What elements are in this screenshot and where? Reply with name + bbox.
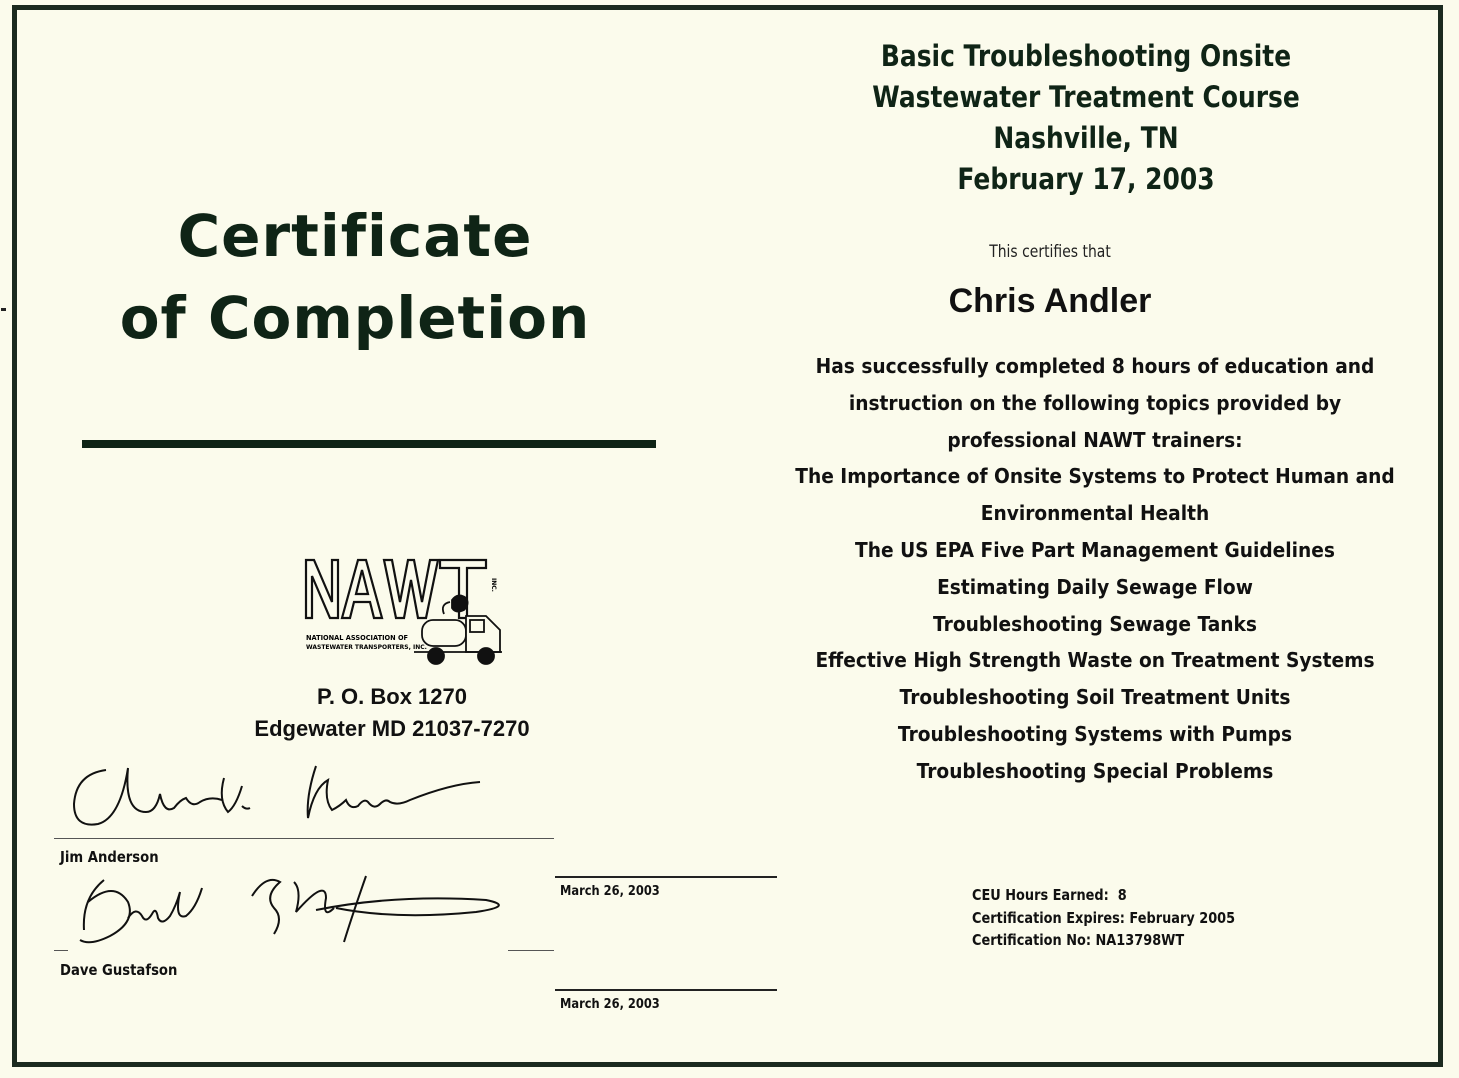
- signer-name-2: Dave Gustafson: [60, 961, 178, 979]
- certificate-title-line1: Certificate: [177, 202, 533, 270]
- description-line: instruction on the following topics provided by: [848, 390, 1342, 415]
- topic-item: Estimating Daily Sewage Flow: [937, 574, 1253, 599]
- logo-tagline-line2: WASTEWATER TRANSPORTERS, INC.: [306, 644, 427, 651]
- signature-dave-gustafson: [66, 866, 516, 948]
- logo-tagline-line1: NATIONAL ASSOCIATION OF: [306, 634, 409, 642]
- course-location: Nashville, TN: [993, 121, 1179, 155]
- signature-jim-anderson: [66, 752, 506, 844]
- course-title-line1: Basic Troubleshooting Onsite: [880, 39, 1292, 73]
- topic-item: Troubleshooting Soil Treatment Units: [899, 685, 1291, 710]
- certifies-text: This certifies that: [989, 242, 1111, 262]
- ceu-info: [972, 884, 1235, 952]
- signature-date-1: March 26, 2003: [560, 884, 660, 899]
- certification-expires: Certification Expires: February 2005: [972, 908, 1236, 927]
- description-line: professional NAWT trainers:: [947, 427, 1243, 452]
- topic-item: Effective High Strength Waste on Treatment Systems: [815, 648, 1375, 673]
- nawt-logo: [302, 556, 506, 668]
- signature-line-2a: [54, 950, 68, 951]
- signature-date-2: March 26, 2003: [560, 997, 660, 1012]
- course-heading: [820, 36, 1352, 200]
- ceu-hours: CEU Hours Earned: 8: [972, 886, 1127, 904]
- signature-line-2b: [508, 950, 554, 951]
- date-line-2: [555, 989, 777, 991]
- signer-name-1: Jim Anderson: [60, 848, 159, 866]
- date-line-1: [555, 876, 777, 878]
- address-line2: Edgewater MD 21037-7270: [254, 716, 530, 741]
- certificate-title-line2: of Completion: [119, 284, 591, 352]
- certification-number: Certification No: NA13798WT: [972, 931, 1185, 949]
- description-line: Has successfully completed 8 hours of education and: [815, 354, 1375, 378]
- septic-truck-icon: [414, 595, 502, 664]
- topic-item: Environmental Health: [980, 501, 1210, 526]
- course-title-line2: Wastewater Treatment Course: [872, 80, 1300, 114]
- topic-item: Troubleshooting Special Problems: [916, 758, 1274, 783]
- address-line1: P. O. Box 1270: [316, 684, 467, 709]
- course-date: February 17, 2003: [957, 162, 1215, 196]
- topic-item: Troubleshooting Systems with Pumps: [897, 721, 1293, 746]
- topic-item: The US EPA Five Part Management Guidelines: [855, 537, 1335, 562]
- recipient-name: Chris Andler: [948, 282, 1152, 320]
- title-divider: [82, 440, 656, 448]
- topic-item: Troubleshooting Sewage Tanks: [933, 611, 1257, 636]
- edge-mark: [1, 308, 6, 311]
- logo-inc: INC.: [490, 578, 497, 592]
- completion-body: [770, 348, 1420, 790]
- signature-line-1: [54, 838, 554, 839]
- topic-item: The Importance of Onsite Systems to Protect Human and: [795, 464, 1395, 489]
